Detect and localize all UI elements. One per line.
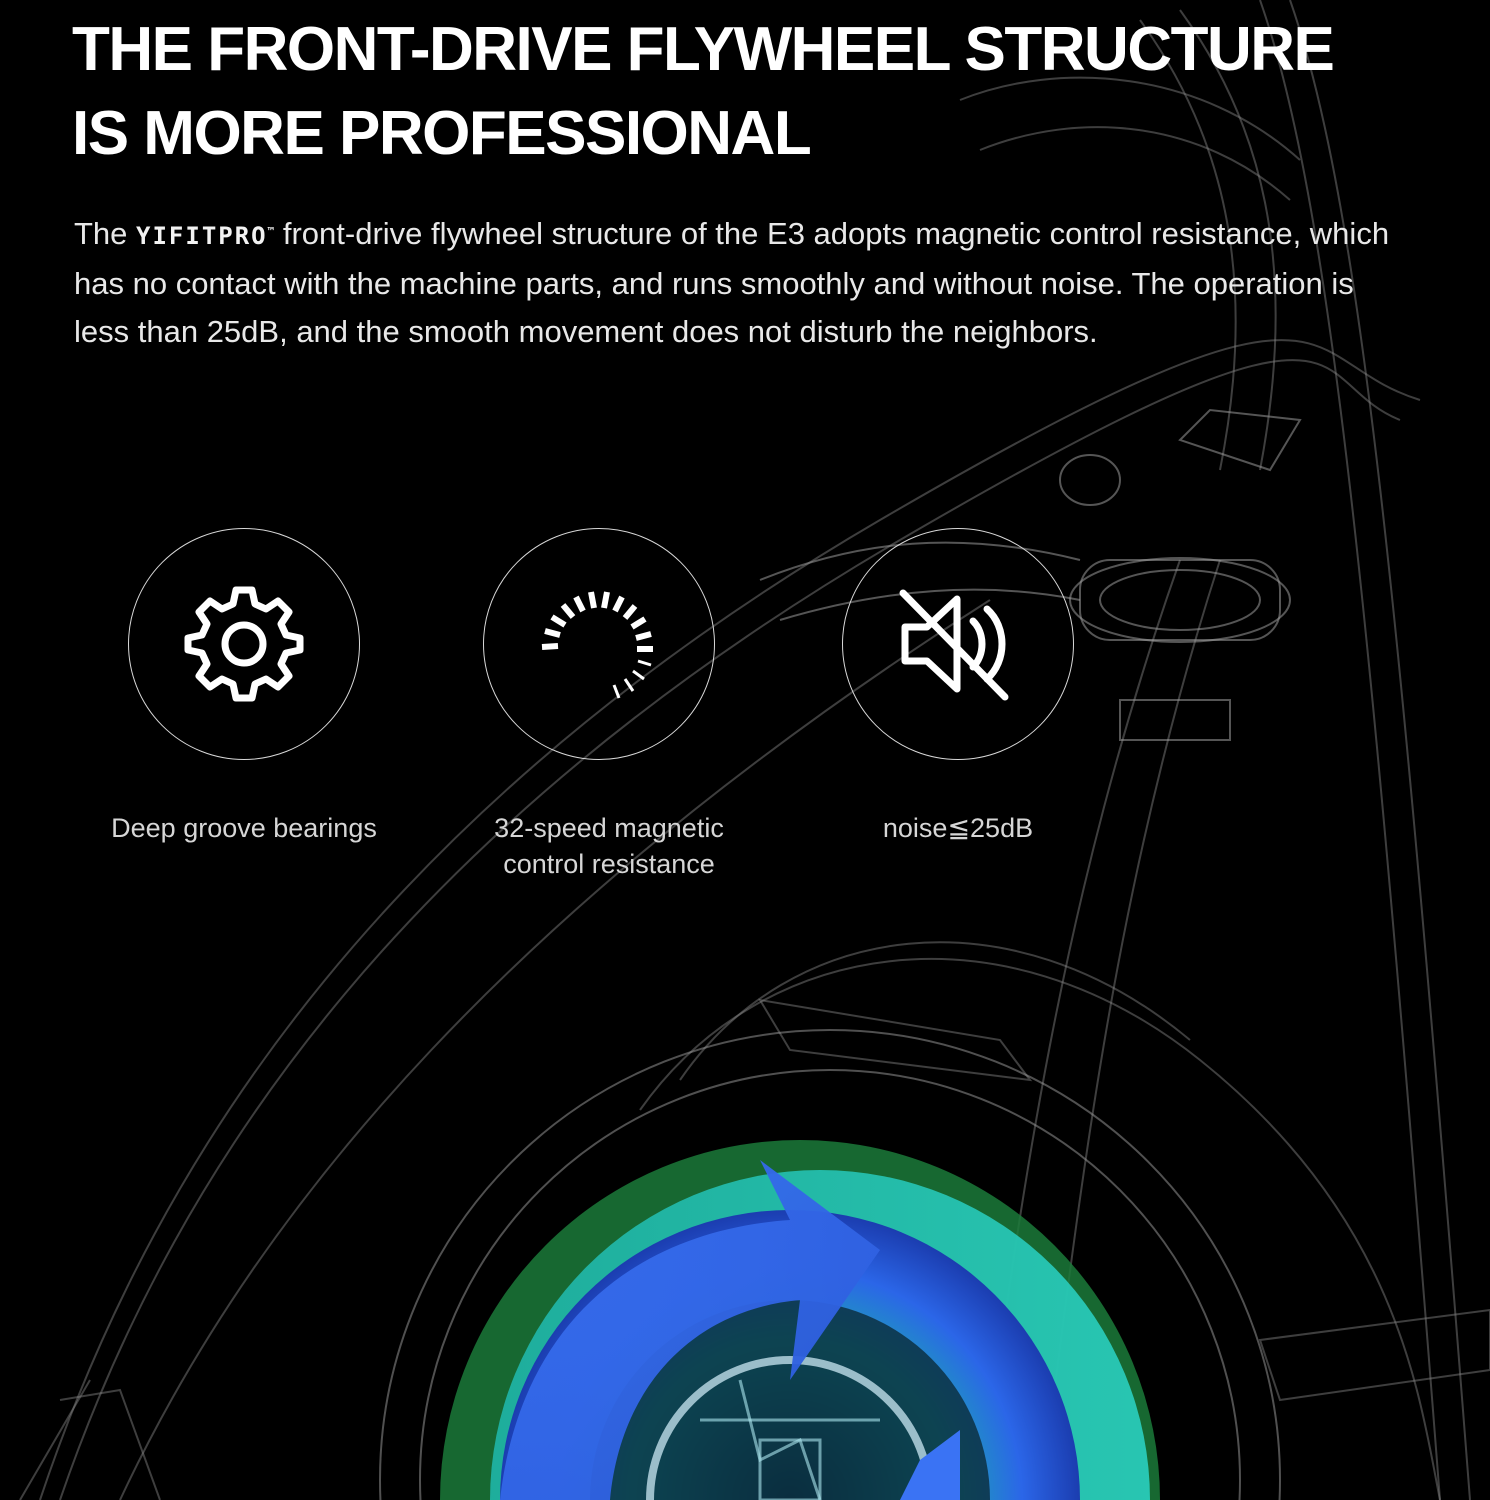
brand-wordmark [136,222,274,250]
intro-prefix: The [74,216,137,251]
trademark-mark: ™ [267,225,275,238]
feature-label: 32-speed magnetic control resistance [494,813,724,879]
headline-line-2: IS MORE PROFESSIONAL [72,99,811,168]
feature-ring [128,528,360,760]
page-headline [72,8,1333,176]
mute-speaker-icon [893,579,1023,709]
feature-ring [483,528,715,760]
headline-line-1: THE FRONT-DRIVE FLYWHEEL STRUCTURE [72,15,1334,84]
speed-dial-icon [534,579,664,709]
feature-label: Deep groove bearings [111,813,377,843]
feature-ring [842,528,1074,760]
feature-label: noise≦25dB [882,813,1034,843]
intro-paragraph [74,208,1394,356]
intro-body: front-drive flywheel structure of the E3 adopts magnetic control resistance, which has no contact with the machine parts, and runs smoothly and without noise. The operation is less than 25dB, and the smooth movement does not disturb the neighbors. [74,216,1390,349]
brand-name: YIFITPRO [136,222,268,250]
gear-icon [184,584,304,704]
